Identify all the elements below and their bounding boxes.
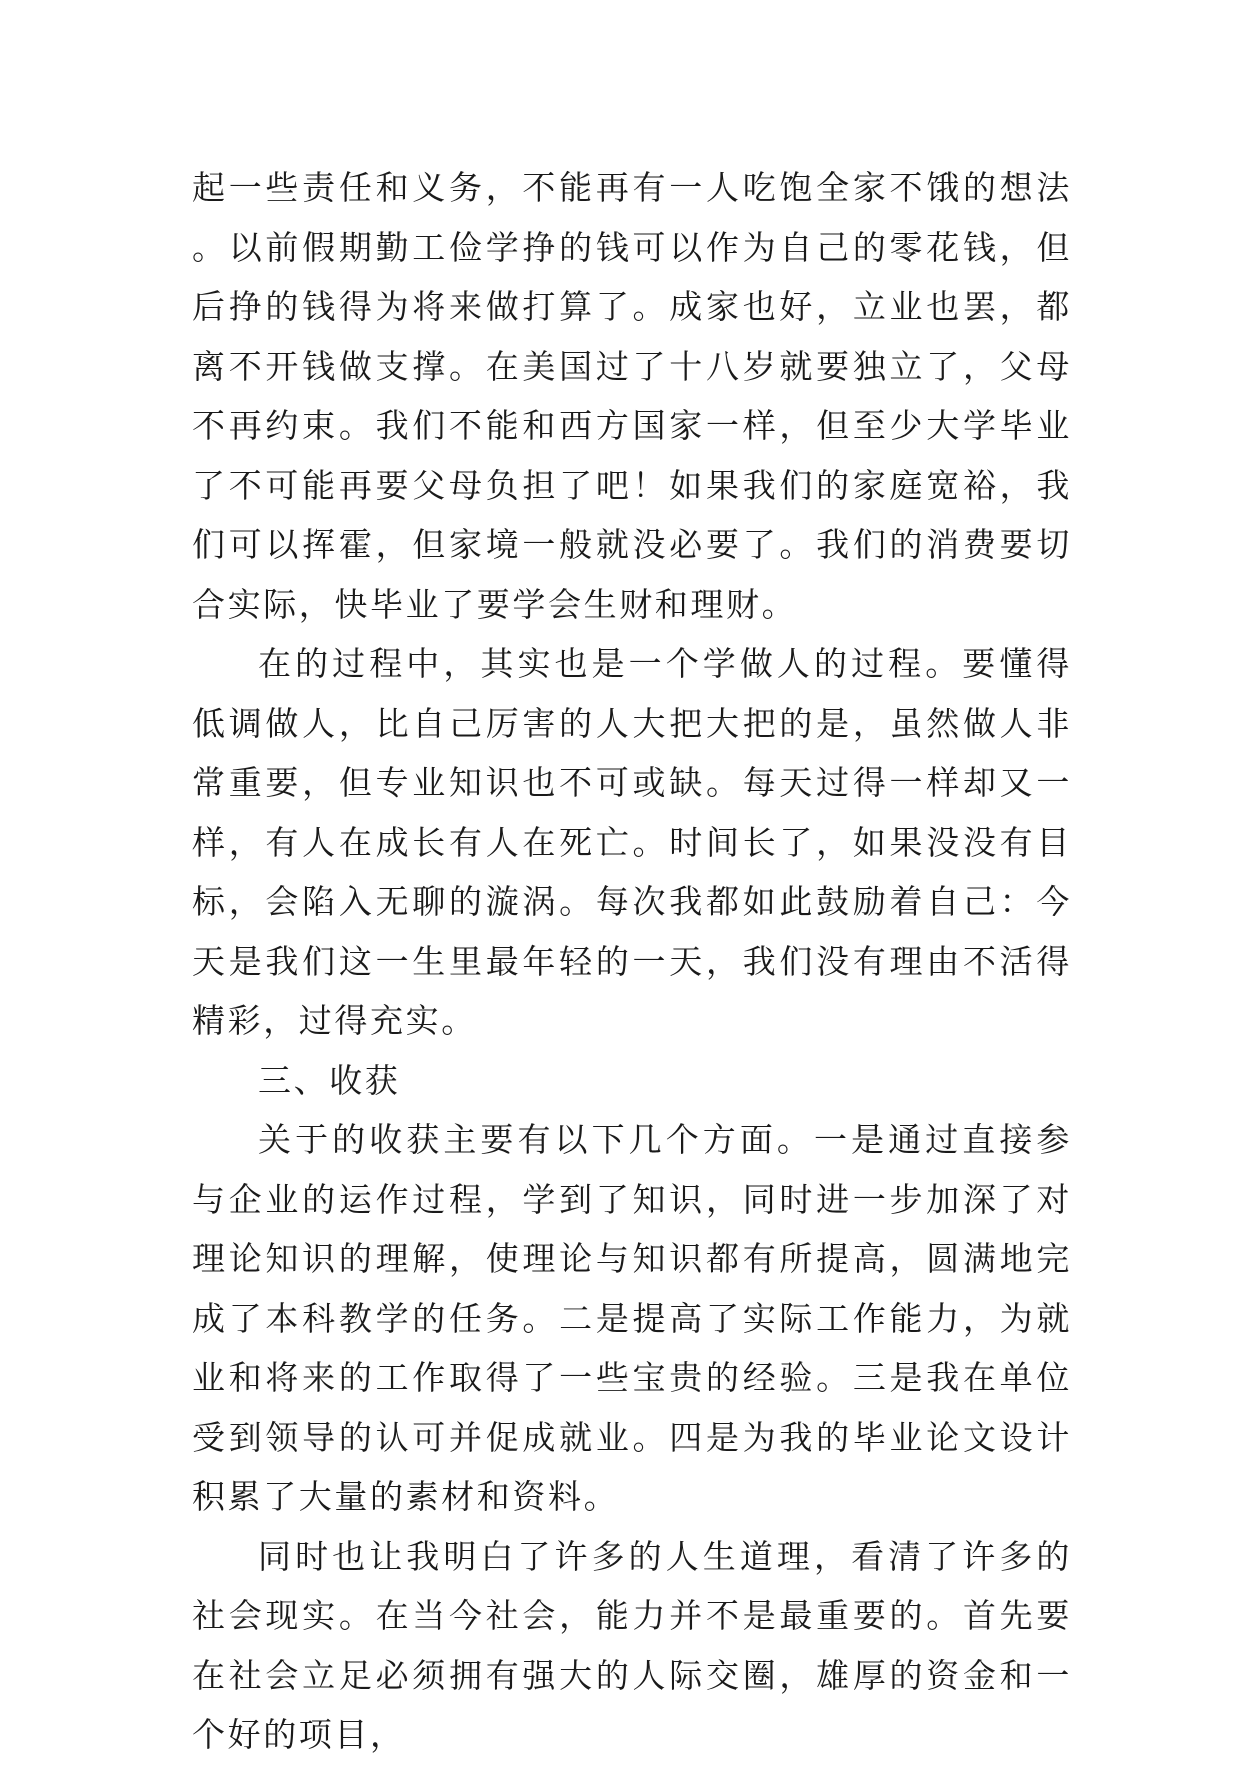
paragraph-harvest-summary: 关于的收获主要有以下几个方面。一是通过直接参与企业的运作过程，学到了知识，同时进一步加深了对理论知识的理解，使理论与知识都有所提高，圆满地完成了本科教学的任务。二是提高了实际工作能力，为就业和将来的工作取得了一些宝贵的经验。三是我在单位受到领导的认可并促成就业。四是为我的毕业论文设计积累了大量的素材和资料。 (192, 1120, 1072, 1516)
section-heading-harvest: 三、收获 (258, 1060, 401, 1100)
paragraph-learning-to-be-a-person: 在的过程中，其实也是一个学做人的过程。要懂得低调做人，比自己厉害的人大把大把的是，虽然做人非常重要，但专业知识也不可或缺。每天过得一样却又一样，有人在成长有人在死亡。时间长了，如果没没有目标，会陷入无聊的漩涡。每次我都如此鼓励着自己：今天是我们这一生里最年轻的一天，我们没有理由不活得精彩，过得充实。 (192, 644, 1072, 1040)
document-body (192, 158, 1072, 1765)
paragraph-continuation: 起一些责任和义务，不能再有一人吃饱全家不饿的想法。以前假期勤工俭学挣的钱可以作为自己的零花钱，但后挣的钱得为将来做打算了。成家也好，立业也罢，都离不开钱做支撑。在美国过了十八岁就要独立了，父母不再约束。我们不能和西方国家一样，但至少大学毕业了不可能再要父母负担了吧！如果我们的家庭宽裕，我们可以挥霍，但家境一般就没必要了。我们的消费要切合实际，快毕业了要学会生财和理财。 (192, 168, 1072, 624)
paragraph-life-lessons: 同时也让我明白了许多的人生道理，看清了许多的社会现实。在当今社会，能力并不是最重要的。首先要在社会立足必须拥有强大的人际交圈，雄厚的资金和一个好的项目， (192, 1536, 1072, 1754)
